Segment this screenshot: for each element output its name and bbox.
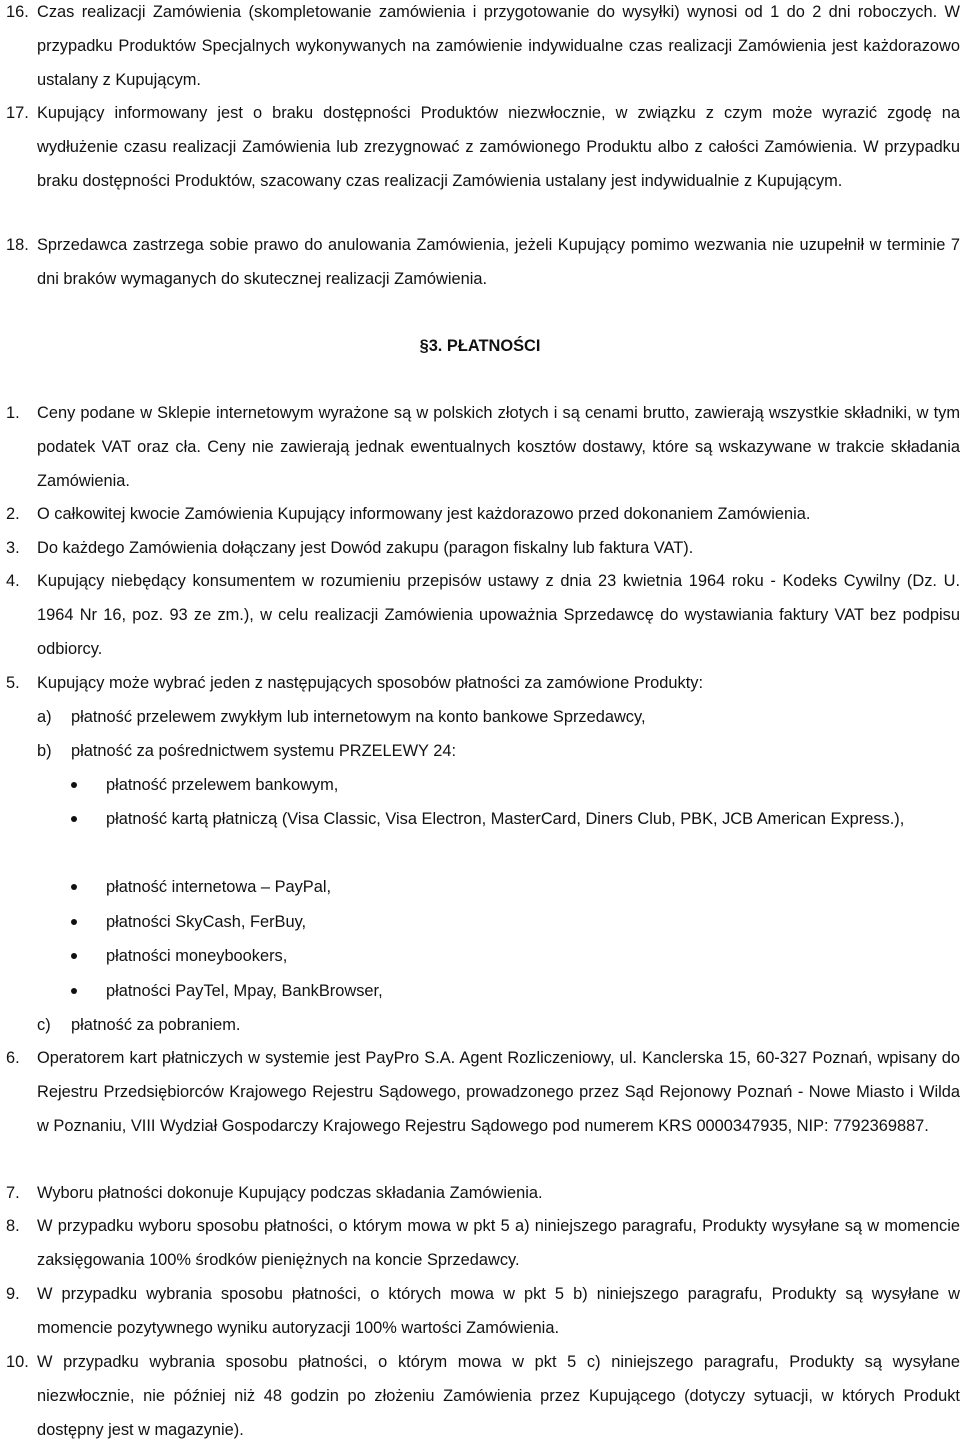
bullet-text: płatności moneybookers,	[106, 947, 288, 965]
paragraph-number: 1.	[6, 404, 20, 422]
paragraph-number: 7.	[6, 1184, 20, 1202]
paragraph-number: 8.	[6, 1217, 20, 1235]
paragraph-text: O całkowitej kwocie Zamówienia Kupujący informowany jest każdorazowo przed dokonaniem Zamówienia.	[37, 505, 811, 523]
paragraph-number: 5.	[6, 674, 20, 692]
paragraph-text: Czas realizacji Zamówienia (skompletowanie zamówienia i przygotowanie do wysyłki) wynosi od 1 do 2 dni roboczych. W przypadku Produktów Specjalnych wykonywanych na zamówienie indywidualne czas realizacji Zamówienia jest każdorazowo ustalany z Kupującym.	[37, 3, 960, 89]
bullet-dot-icon	[71, 919, 77, 925]
paragraph-text: Ceny podane w Sklepie internetowym wyrażone są w polskich złotych i są cenami brutto, zawierają wszystkie składniki, w tym podatek VAT oraz cła. Ceny nie zawierają jednak ewentualnych kosztów dostawy, które są wskazywane w trakcie składania Zamówienia.	[37, 404, 960, 490]
paragraph-text: Sprzedawca zastrzega sobie prawo do anulowania Zamówienia, jeżeli Kupujący pomimo wezwania nie uzupełnił w terminie 7 dni braków wymaganych do skutecznej realizacji Zamówienia.	[37, 236, 960, 288]
paragraph-number: 2.	[6, 505, 20, 523]
paragraph-text: W przypadku wyboru sposobu płatności, o którym mowa w pkt 5 a) niniejszego paragrafu, Produkty wysyłane są w momencie zaksięgowania 100% środków pieniężnych na koncie Sprzedawcy.	[37, 1217, 960, 1269]
bullet-text: płatności PayTel, Mpay, BankBrowser,	[106, 982, 383, 1000]
bullet-text: płatność internetowa – PayPal,	[106, 878, 332, 896]
paragraph-number: 3.	[6, 539, 20, 557]
option-marker: b)	[37, 742, 52, 760]
option-marker: c)	[37, 1016, 51, 1034]
option-text: płatność za pośrednictwem systemu PRZELEWY 24:	[71, 742, 457, 760]
bullet-dot-icon	[71, 816, 77, 822]
paragraph-text: Kupujący może wybrać jeden z następujących sposobów płatności za zamówione Produkty:	[37, 674, 703, 692]
option-text: płatność za pobraniem.	[71, 1016, 241, 1034]
paragraph-text: Kupujący niebędący konsumentem w rozumieniu przepisów ustawy z dnia 23 kwietnia 1964 roku - Kodeks Cywilny (Dz. U. 1964 Nr 16, poz. 93 ze zm.), w celu realizacji Zamówienia upoważnia Sprzedawcę do wystawiania faktury VAT bez podpisu odbiorcy.	[37, 572, 960, 658]
bullet-text: płatność przelewem bankowym,	[106, 776, 339, 794]
paragraph-number: 6.	[6, 1049, 20, 1067]
bullet-dot-icon	[71, 988, 77, 994]
paragraph-number: 18.	[6, 236, 29, 254]
paragraph-number: 9.	[6, 1285, 20, 1303]
paragraph-number: 10.	[6, 1353, 29, 1371]
paragraph-number: 17.	[6, 104, 29, 122]
option-text: płatność przelewem zwykłym lub internetowym na konto bankowe Sprzedawcy,	[71, 708, 646, 726]
paragraph-text: Kupujący informowany jest o braku dostępności Produktów niezwłocznie, w związku z czym może wyrazić zgodę na wydłużenie czasu realizacji Zamówienia lub zrezygnować z zamówionego Produktu albo z całości Zamówienia. W przypadku braku dostępności Produktów, szacowany czas realizacji Zamówienia ustalany jest indywidualnie z Kupującym.	[37, 104, 960, 190]
paragraph-text: Do każdego Zamówienia dołączany jest Dowód zakupu (paragon fiskalny lub faktura VAT).	[37, 539, 694, 557]
paragraph-text: W przypadku wybrania sposobu płatności, o których mowa w pkt 5 b) niniejszego paragrafu, Produkty są wysyłane w momencie pozytywnego wyniku autoryzacji 100% wartości Zamówienia.	[37, 1285, 960, 1337]
bullet-text: płatność kartą płatniczą (Visa Classic, Visa Electron, MasterCard, Diners Club, PBK, JCB American Express.),	[106, 810, 905, 828]
paragraph-text: Operatorem kart płatniczych w systemie jest PayPro S.A. Agent Rozliczeniowy, ul. Kanclerska 15, 60-327 Poznań, wpisany do Rejestru Przedsiębiorców Krajowego Rejestru Sądowego, prowadzonego przez Sąd Rejonowy Poznań - Nowe Miasto i Wilda w Poznaniu, VIII Wydział Gospodarczy Krajowego Rejestru Sądowego pod numerem KRS 0000347935, NIP: 7792369887.	[37, 1049, 960, 1135]
bullet-text: płatności SkyCash, FerBuy,	[106, 913, 307, 931]
bullet-dot-icon	[71, 782, 77, 788]
bullet-dot-icon	[71, 953, 77, 959]
paragraph-text: Wyboru płatności dokonuje Kupujący podczas składania Zamówienia.	[37, 1184, 543, 1202]
paragraph-number: 16.	[6, 3, 29, 21]
paragraph-number: 4.	[6, 572, 20, 590]
option-marker: a)	[37, 708, 52, 726]
bullet-dot-icon	[71, 884, 77, 890]
paragraph-text: W przypadku wybrania sposobu płatności, o którym mowa w pkt 5 c) niniejszego paragrafu, Produkty są wysyłane niezwłocznie, nie później niż 48 godzin po złożeniu Zamówienia przez Kupującego (dotyczy sytuacji, w których Produkt dostępny jest w magazynie).	[37, 1353, 960, 1439]
section-heading: §3. PŁATNOŚCI	[419, 337, 541, 355]
